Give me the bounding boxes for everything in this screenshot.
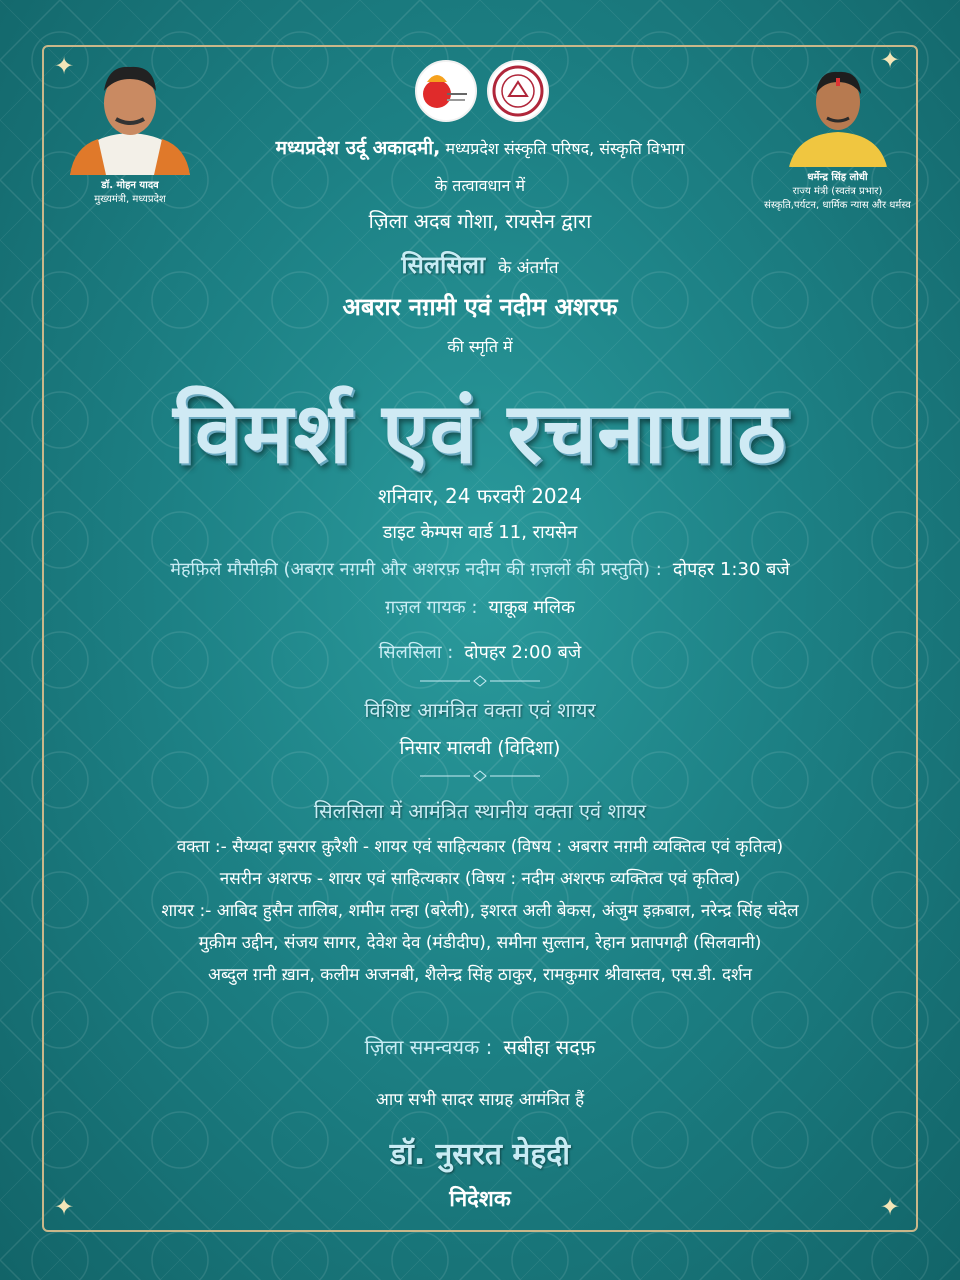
- left-person-designation: मुख्यमंत्री, मध्यप्रदेश: [94, 194, 166, 205]
- ornament-divider: [420, 675, 540, 687]
- series-name: सिलसिला: [401, 251, 486, 279]
- right-person-designation: राज्य मंत्री (स्वतंत्र प्रभार): [792, 186, 883, 197]
- local-line: शायर :- आबिद हुसैन तालिब, शमीम तन्हा (बरेली), इशरत अली बेकस, अंजुम इक़बाल, नरेन्द्र सिंह चंदेल: [161, 901, 799, 921]
- sparkle-icon: ✦: [54, 52, 75, 80]
- sparkle-icon: ✦: [880, 1193, 901, 1221]
- event-title: विमर्श एवं रचनापाठ: [173, 384, 787, 482]
- seal-logo: [487, 60, 549, 122]
- org-rest: मध्यप्रदेश संस्कृति परिषद, संस्कृति विभाग: [445, 139, 685, 158]
- singer-name: याक़ूब मलिक: [488, 597, 575, 618]
- org-main: मध्यप्रदेश उर्दू अकादमी,: [275, 137, 441, 159]
- sparkle-icon: ✦: [880, 46, 901, 74]
- director-name: डॉ. नुसरत मेहदी: [390, 1137, 570, 1172]
- coordinator-name: सबीहा सदफ़: [503, 1035, 596, 1059]
- ornament-divider: [420, 770, 540, 782]
- local-line: नसरीन अशरफ - शायर एवं साहित्यकार (विषय : नदीम अशरफ व्यक्तित्व एवं कृतित्व): [219, 869, 741, 889]
- local-line: वक्ता :- सैय्यदा इसरार क़ुरैशी - शायर एवं साहित्यकार (विषय : अबरार नग़मी व्यक्तित्व एवं कृतित्व): [176, 837, 784, 857]
- right-person-name: धर्मेन्द्र सिंह लोधी: [807, 172, 868, 183]
- coordinator-line: [0, 1033, 960, 1060]
- singer-label: ग़ज़ल गायक :: [385, 597, 478, 618]
- singer-line: [0, 595, 960, 619]
- memorial-names: अबरार नग़मी एवं नदीम अशरफ: [342, 293, 618, 321]
- left-person-name: डॉ. मोहन यादव: [101, 180, 159, 191]
- sparkle-icon: ✦: [54, 1193, 75, 1221]
- music-line: [0, 557, 960, 581]
- right-person-department: संस्कृति,पर्यटन, धार्मिक न्यास और धर्मस्व: [764, 200, 911, 211]
- special-heading: विशिष्ट आमंत्रित वक्ता एवं शायर: [364, 698, 596, 722]
- silsila-time: दोपहर 2:00 बजे: [464, 642, 582, 663]
- local-line: अब्दुल ग़नी ख़ान, कलीम अजनबी, शैलेन्द्र सिंह ठाकुर, रामकुमार श्रीवास्तव, एस.डी. दर्शन: [208, 965, 752, 985]
- music-label: मेहफ़िले मौसीक़ी (अबरार नग़मी और अशरफ़ नदीम की ग़ज़लों की प्रस्तुति) :: [170, 559, 662, 580]
- coordinator-label: ज़िला समन्वयक :: [364, 1035, 493, 1059]
- series-suffix: के अंतर्गत: [498, 258, 559, 278]
- director-title: निदेशक: [449, 1187, 511, 1212]
- presenter-line: ज़िला अदब गोशा, रायसेन द्वारा: [368, 209, 592, 233]
- silsila-label: सिलसिला :: [378, 642, 454, 663]
- academy-logo: [415, 60, 477, 122]
- auspices-line: के तत्वावधान में: [434, 176, 526, 195]
- invitation-text: आप सभी सादर साग्रह आमंत्रित हैं: [375, 1090, 585, 1110]
- local-line: मुक़ीम उद्दीन, संजय सागर, देवेश देव (मंडीदीप), समीना सुल्तान, रेहान प्रतापगढ़ी (सिलवानी): [198, 933, 762, 953]
- event-venue: डाइट केम्पस वार्ड 11, रायसेन: [382, 522, 578, 543]
- series-line: [0, 248, 960, 281]
- organizer-line: [0, 134, 960, 160]
- memory-line: की स्मृति में: [447, 337, 513, 356]
- silsila-time-line: [0, 640, 960, 664]
- event-date: शनिवार, 24 फरवरी 2024: [377, 484, 583, 508]
- local-heading: सिलसिला में आमंत्रित स्थानीय वक्ता एवं शायर: [313, 799, 647, 823]
- music-time: दोपहर 1:30 बजे: [672, 559, 790, 580]
- special-name: निसार मालवी (विदिशा): [399, 737, 561, 759]
